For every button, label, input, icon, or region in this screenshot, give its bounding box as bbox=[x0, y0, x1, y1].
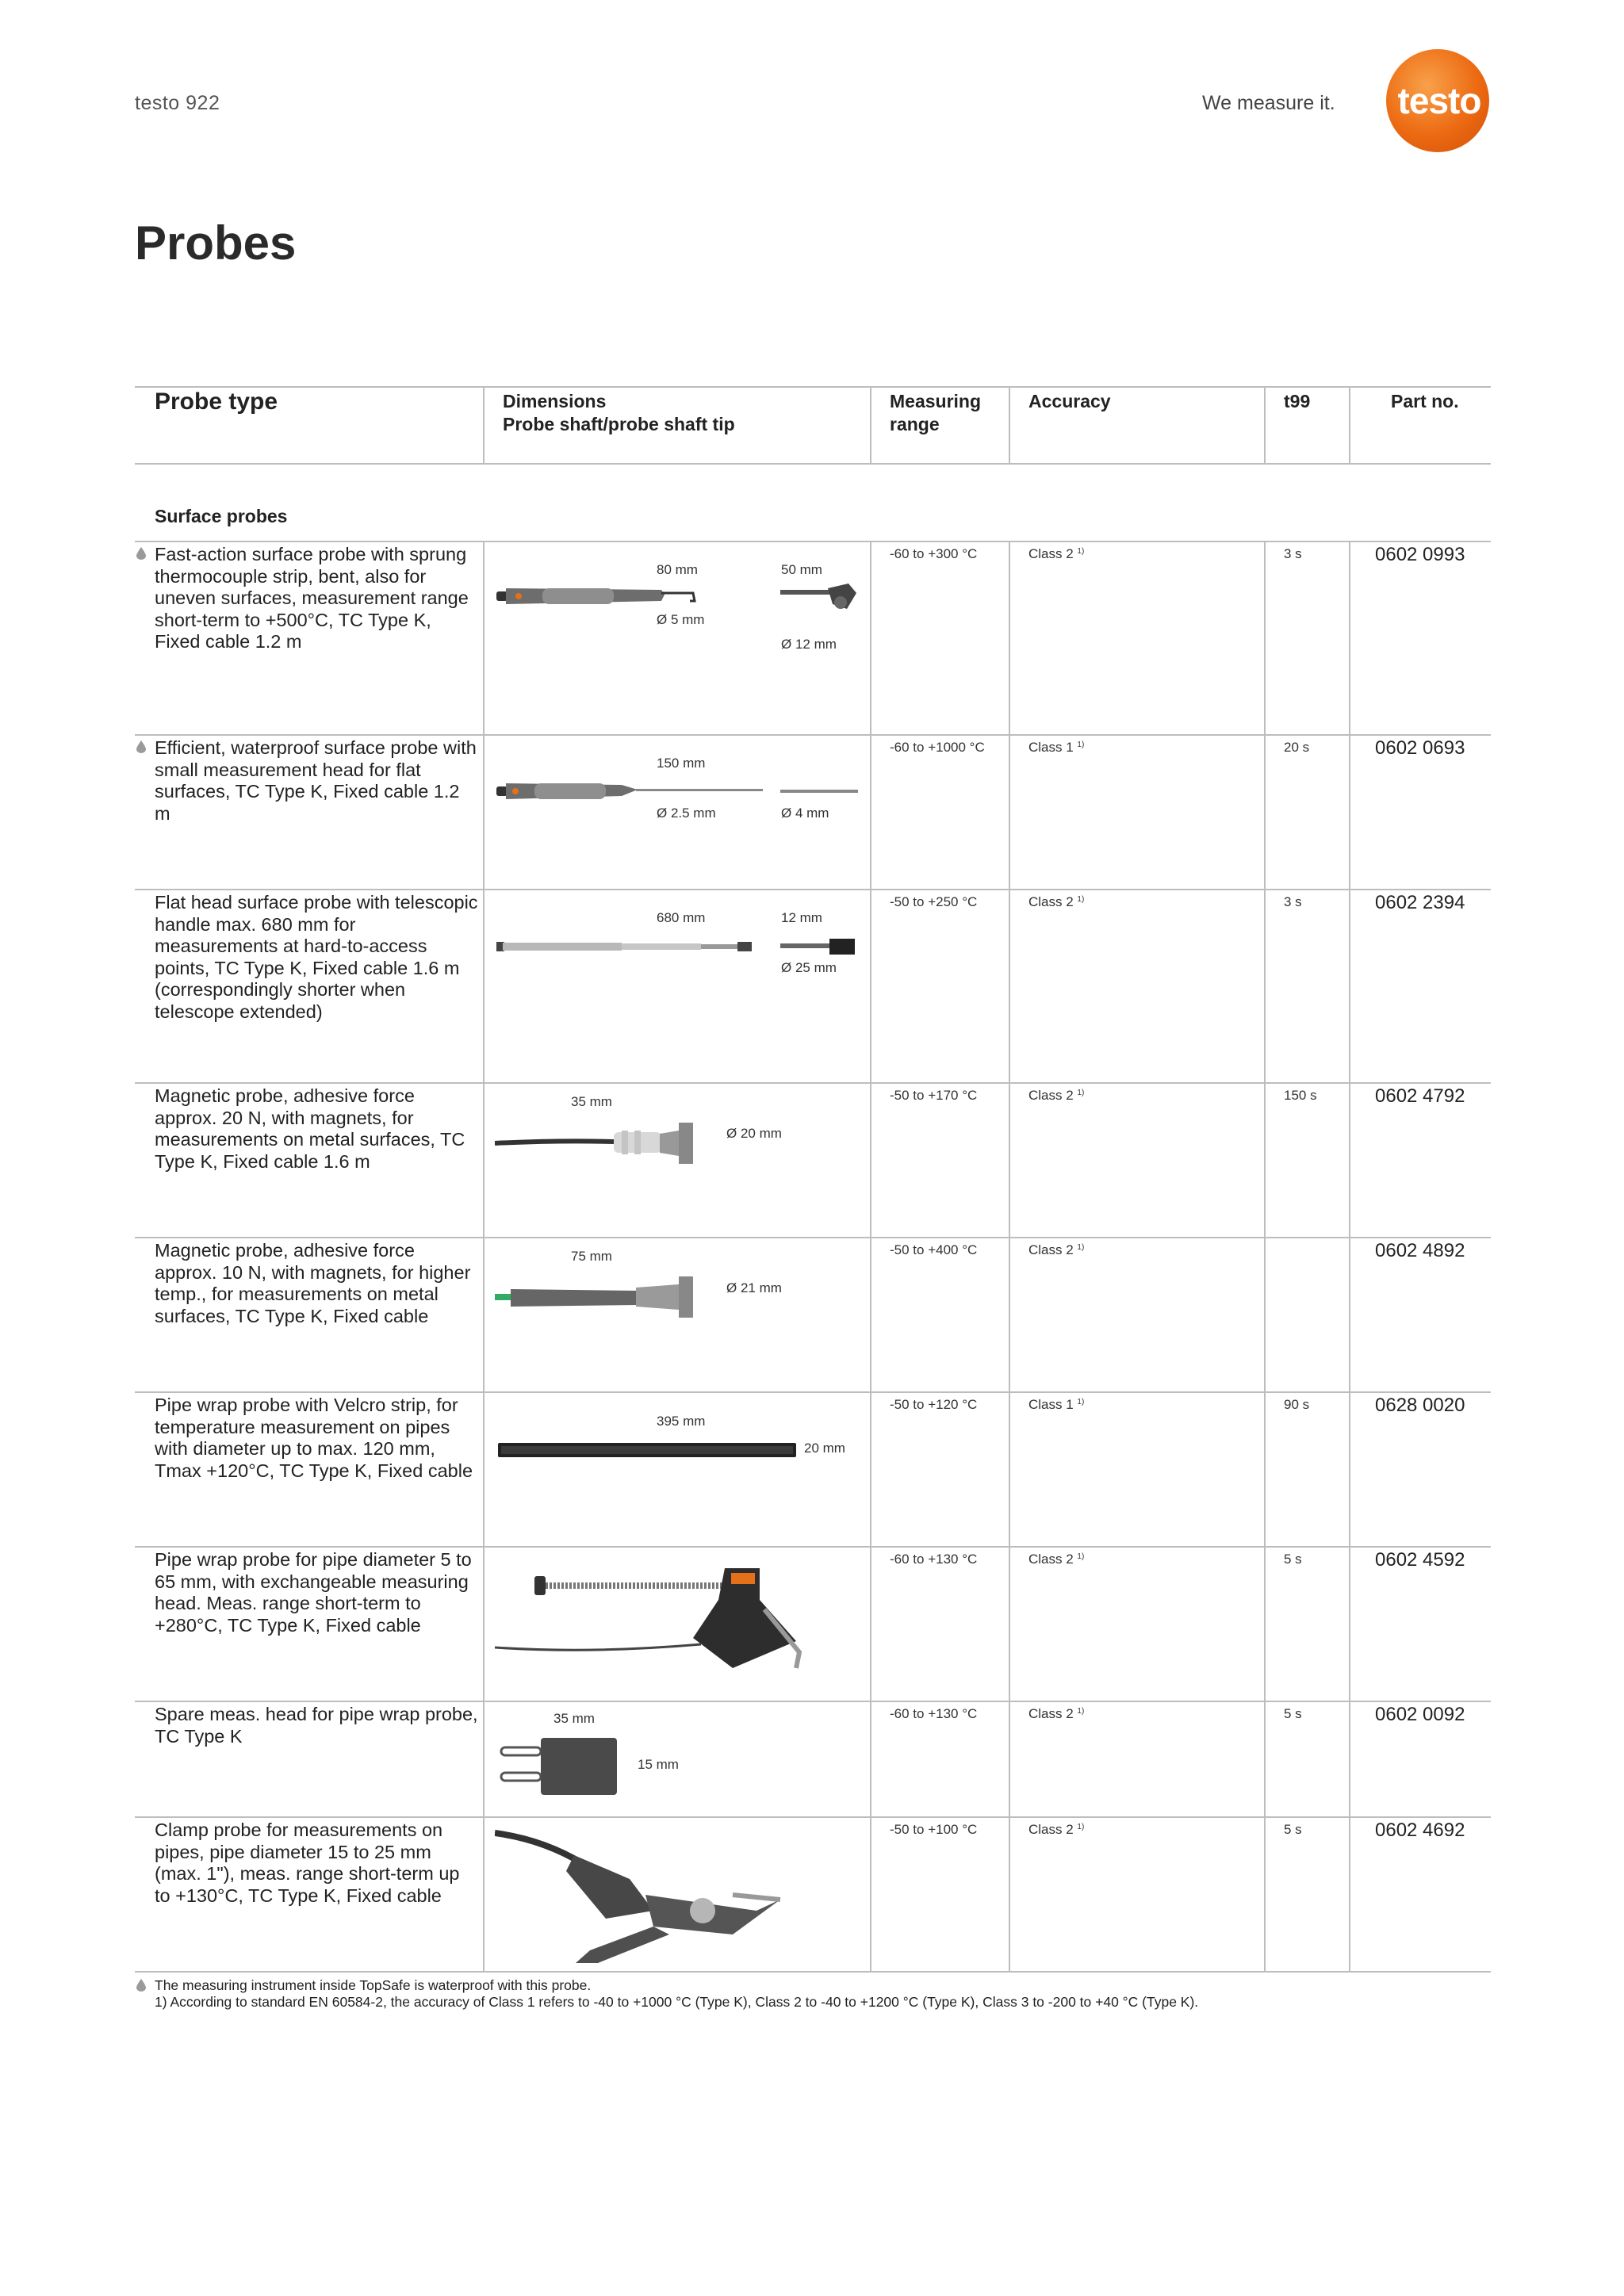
probe-description: Pipe wrap probe with Velcro strip, for temperature measurement on pipes with diameter up to max. 120 mm, Tmax +120°C, TC Type K, Fixed cable bbox=[155, 1395, 473, 1481]
part-number: 0602 4792 bbox=[1375, 1085, 1465, 1107]
accuracy-footnote-ref: 1) bbox=[1077, 1398, 1085, 1406]
magnetic-probe-high-temp-image bbox=[495, 1273, 709, 1321]
accuracy-class: Class 2 bbox=[1028, 894, 1074, 909]
column-rule bbox=[1009, 541, 1010, 1971]
accuracy-value bbox=[1028, 1397, 1084, 1413]
pipe-wrap-probe-image bbox=[495, 1565, 812, 1684]
t99-value: 3 s bbox=[1284, 894, 1302, 909]
magnetic-probe-image bbox=[495, 1119, 709, 1167]
row-rule bbox=[135, 1082, 1491, 1084]
row-rule bbox=[135, 734, 1491, 736]
accuracy-value bbox=[1028, 1822, 1084, 1838]
accuracy-footnote-ref: 1) bbox=[1077, 1823, 1085, 1831]
probe-description: Magnetic probe, adhesive force approx. 10 N, with magnets, for higher temp., for measurements on metal surfaces, TC Type K, Fixed cable bbox=[155, 1240, 471, 1326]
dimension-label: 12 mm bbox=[781, 910, 822, 925]
measuring-range: -50 to +100 °C bbox=[890, 1822, 978, 1837]
column-rule bbox=[483, 541, 485, 1971]
document-title: testo 922 bbox=[135, 92, 220, 114]
footnote-waterproof: The measuring instrument inside TopSafe is waterproof with this probe. bbox=[155, 1977, 592, 1993]
column-rule bbox=[483, 386, 485, 463]
dimension-label: Ø 12 mm bbox=[781, 637, 837, 652]
part-number: 0602 4892 bbox=[1375, 1240, 1465, 1261]
accuracy-footnote-ref: 1) bbox=[1077, 547, 1085, 556]
t99-value: 5 s bbox=[1284, 1552, 1302, 1567]
measuring-range: -60 to +300 °C bbox=[890, 546, 978, 561]
measuring-range: -60 to +1000 °C bbox=[890, 740, 985, 755]
header-part-no: Part no. bbox=[1391, 391, 1459, 411]
accuracy-class: Class 1 bbox=[1028, 740, 1074, 755]
t99-value: 5 s bbox=[1284, 1822, 1302, 1837]
part-number: 0602 0092 bbox=[1375, 1704, 1465, 1725]
dimension-label: 75 mm bbox=[571, 1249, 612, 1264]
row-rule bbox=[135, 1816, 1491, 1818]
t99-value: 3 s bbox=[1284, 546, 1302, 561]
header-probe-type: Probe type bbox=[155, 388, 278, 415]
dimension-label: Ø 20 mm bbox=[726, 1126, 782, 1141]
measuring-range: -60 to +130 °C bbox=[890, 1552, 978, 1567]
header-t99: t99 bbox=[1284, 391, 1311, 411]
row-rule bbox=[135, 541, 1491, 542]
header-bottom-rule bbox=[135, 463, 1491, 465]
column-rule bbox=[1349, 386, 1350, 463]
accuracy-class: Class 2 bbox=[1028, 1822, 1074, 1837]
dimension-label: 20 mm bbox=[804, 1441, 845, 1456]
waterproof-probe-image bbox=[495, 775, 772, 815]
column-rule bbox=[870, 541, 871, 1971]
dimension-label: 150 mm bbox=[657, 756, 706, 771]
dimension-label: Ø 21 mm bbox=[726, 1280, 782, 1295]
clamp-probe-image bbox=[495, 1823, 796, 1966]
accuracy-class: Class 1 bbox=[1028, 1397, 1074, 1412]
telescopic-probe-image bbox=[495, 936, 756, 959]
accuracy-value bbox=[1028, 1706, 1084, 1722]
probe-description: Fast-action surface probe with sprung thermocouple strip, bent, also for uneven surfaces, measurement range short-term to +500°C, TC Type K, Fixed cable 1.2 m bbox=[155, 544, 469, 652]
column-rule bbox=[1349, 541, 1350, 1971]
part-number: 0602 4592 bbox=[1375, 1549, 1465, 1571]
probe-description: Spare meas. head for pipe wrap probe, TC Type K bbox=[155, 1704, 478, 1747]
row-rule bbox=[135, 1546, 1491, 1548]
table-top-rule bbox=[135, 386, 1491, 388]
dimension-label: Ø 5 mm bbox=[657, 612, 705, 627]
column-rule bbox=[1009, 386, 1010, 463]
spare-head-image bbox=[500, 1735, 626, 1798]
probe-tip-image bbox=[780, 937, 860, 961]
header-dimensions bbox=[503, 390, 735, 436]
header-range-line2: range bbox=[890, 414, 940, 434]
table-bottom-rule bbox=[135, 1971, 1491, 1973]
part-number: 0602 0693 bbox=[1375, 737, 1465, 759]
slogan: We measure it. bbox=[1202, 92, 1335, 114]
dimension-label: 395 mm bbox=[657, 1414, 706, 1429]
accuracy-footnote-ref: 1) bbox=[1077, 1089, 1085, 1097]
column-rule bbox=[870, 386, 871, 463]
accuracy-class: Class 2 bbox=[1028, 546, 1074, 561]
accuracy-footnote-ref: 1) bbox=[1077, 740, 1085, 749]
header-dimensions-line1: Dimensions bbox=[503, 391, 607, 411]
accuracy-value bbox=[1028, 1088, 1084, 1104]
accuracy-footnote-ref: 1) bbox=[1077, 1552, 1085, 1561]
accuracy-value bbox=[1028, 894, 1084, 910]
dimension-label: 35 mm bbox=[553, 1711, 595, 1726]
dimension-label: Ø 25 mm bbox=[781, 960, 837, 975]
probe-tip-image bbox=[780, 788, 860, 796]
probe-tip-image bbox=[780, 577, 860, 625]
header-dimensions-line2: Probe shaft/probe shaft tip bbox=[503, 414, 735, 434]
row-rule bbox=[135, 1391, 1491, 1393]
measuring-range: -50 to +120 °C bbox=[890, 1397, 978, 1412]
measuring-range: -50 to +400 °C bbox=[890, 1242, 978, 1257]
accuracy-class: Class 2 bbox=[1028, 1706, 1074, 1721]
page-title: Probes bbox=[135, 216, 297, 270]
accuracy-class: Class 2 bbox=[1028, 1088, 1074, 1103]
dimension-label: 15 mm bbox=[638, 1757, 679, 1772]
accuracy-footnote-ref: 1) bbox=[1077, 1243, 1085, 1252]
part-number: 0602 4692 bbox=[1375, 1820, 1465, 1841]
part-number: 0602 0993 bbox=[1375, 544, 1465, 565]
measuring-range: -50 to +250 °C bbox=[890, 894, 978, 909]
probe-description: Flat head surface probe with telescopic handle max. 680 mm for measurements at hard-to-access points, TC Type K, Fixed cable 1.6 m (correspondingly shorter when telescope extended) bbox=[155, 892, 478, 1022]
accuracy-value bbox=[1028, 740, 1084, 756]
accuracy-value bbox=[1028, 546, 1084, 562]
accuracy-value bbox=[1028, 1242, 1084, 1258]
measuring-range: -50 to +170 °C bbox=[890, 1088, 978, 1103]
t99-value: 90 s bbox=[1284, 1397, 1310, 1412]
dimension-label: 50 mm bbox=[781, 562, 822, 577]
probe-description: Pipe wrap probe for pipe diameter 5 to 65 mm, with exchangeable measuring head. Meas. range short-term to +280°C, TC Type K, Fixed cable bbox=[155, 1549, 472, 1636]
row-rule bbox=[135, 889, 1491, 890]
accuracy-value bbox=[1028, 1552, 1084, 1567]
waterproof-drop-icon bbox=[136, 740, 146, 753]
dimension-label: 680 mm bbox=[657, 910, 706, 925]
measuring-range: -60 to +130 °C bbox=[890, 1706, 978, 1721]
column-rule bbox=[1264, 386, 1266, 463]
part-number: 0602 2394 bbox=[1375, 892, 1465, 913]
row-rule bbox=[135, 1237, 1491, 1238]
waterproof-drop-icon bbox=[136, 1979, 146, 1992]
velcro-strip-image bbox=[498, 1441, 798, 1459]
probe-description: Clamp probe for measurements on pipes, pipe diameter 15 to 25 mm (max. 1"), meas. range short-term up to +130°C, TC Type K, Fixed cable bbox=[155, 1820, 460, 1906]
probe-description: Magnetic probe, adhesive force approx. 20 N, with magnets, for measurements on metal surfaces, TC Type K, Fixed cable 1.6 m bbox=[155, 1085, 465, 1172]
accuracy-footnote-ref: 1) bbox=[1077, 1707, 1085, 1716]
section-title: Surface probes bbox=[155, 506, 288, 526]
header-accuracy: Accuracy bbox=[1028, 391, 1111, 411]
logo-text: testo bbox=[1397, 80, 1481, 121]
t99-value: 20 s bbox=[1284, 740, 1310, 755]
probe-description: Efficient, waterproof surface probe with small measurement head for flat surfaces, TC Type K, Fixed cable 1.2 m bbox=[155, 737, 477, 824]
t99-value: 150 s bbox=[1284, 1088, 1317, 1103]
accuracy-class: Class 2 bbox=[1028, 1552, 1074, 1567]
dimension-label: Ø 4 mm bbox=[781, 806, 829, 821]
column-rule bbox=[1264, 541, 1266, 1971]
accuracy-class: Class 2 bbox=[1028, 1242, 1074, 1257]
dimension-label: Ø 2.5 mm bbox=[657, 806, 716, 821]
footnote-accuracy-class: 1) According to standard EN 60584-2, the accuracy of Class 1 refers to -40 to +1000 °C (Type K), Class 2 to -40 to +1200 °C (Type K), Class 3 to -200 to +40 °C (Type K). bbox=[155, 1994, 1199, 2010]
header-range-line1: Measuring bbox=[890, 391, 982, 411]
dimension-label: 35 mm bbox=[571, 1094, 612, 1109]
dimension-label: 80 mm bbox=[657, 562, 698, 577]
surface-probe-image bbox=[495, 577, 701, 617]
t99-value: 5 s bbox=[1284, 1706, 1302, 1721]
header-range bbox=[890, 390, 981, 436]
waterproof-drop-icon bbox=[136, 547, 146, 560]
part-number: 0628 0020 bbox=[1375, 1395, 1465, 1416]
row-rule bbox=[135, 1701, 1491, 1702]
testo-logo bbox=[1386, 49, 1489, 152]
accuracy-footnote-ref: 1) bbox=[1077, 895, 1085, 904]
